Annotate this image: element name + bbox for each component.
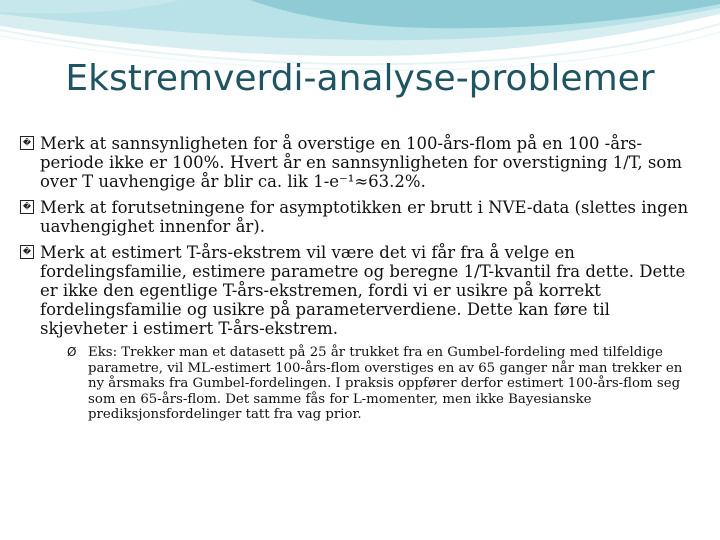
arrow-bullet-icon: Ø — [67, 345, 77, 359]
slide-content — [20, 134, 700, 423]
bullet-text: Merk at sannsynligheten for å overstige en 100-års-flom på en 100 -års-periode ikke er 100%. Hvert år en sannsynligheten for overstigning 1/T, som over T uavhengige år blir ca. lik 1-e⁻¹≈63.2%. — [40, 134, 682, 191]
bullet-marker-icon: � — [20, 200, 34, 214]
bullet-text: Merk at estimert T-års-ekstrem vil være det vi får fra å velge en fordelingsfamilie, estimere parametre og beregne 1/T-kvantil fra dette. Dette er ikke den egentlige T-års-ekstremen, fordi vi er usikre på korrekt fordelingsfamilie og usikre på parameterverdiene. Dette kan føre til skjevheter i estimert T-års-ekstrem. — [40, 243, 686, 338]
bullet-text: Merk at forutsetningene for asymptotikken er brutt i NVE-data (slettes ingen uavhengighet innenfor år). — [40, 198, 689, 236]
bullet-marker-icon: � — [20, 136, 34, 150]
bullet-item-3 — [20, 243, 700, 338]
bullet-item-2 — [20, 198, 700, 236]
sub-bullet-item — [67, 345, 700, 423]
bullet-marker-icon: � — [20, 245, 34, 259]
slide-title: Ekstremverdi-analyse-problemer — [65, 58, 655, 99]
bullet-item-1 — [20, 134, 700, 191]
sub-bullet-text: Eks: Trekker man et datasett på 25 år trukket fra en Gumbel-fordeling med tilfeldige parametre, vil ML-estimert 100-års-flom overstiges en av 65 ganger når man trekker en ny årsmaks fra Gumbel-fordelingen. I praksis oppfører derfor estimert 100-års-flom seg som en 65-års-flom. Det samme fås for L-momenter, men ikke Bayesianske prediksjonsfordelinger tatt fra vag prior. — [88, 345, 683, 422]
